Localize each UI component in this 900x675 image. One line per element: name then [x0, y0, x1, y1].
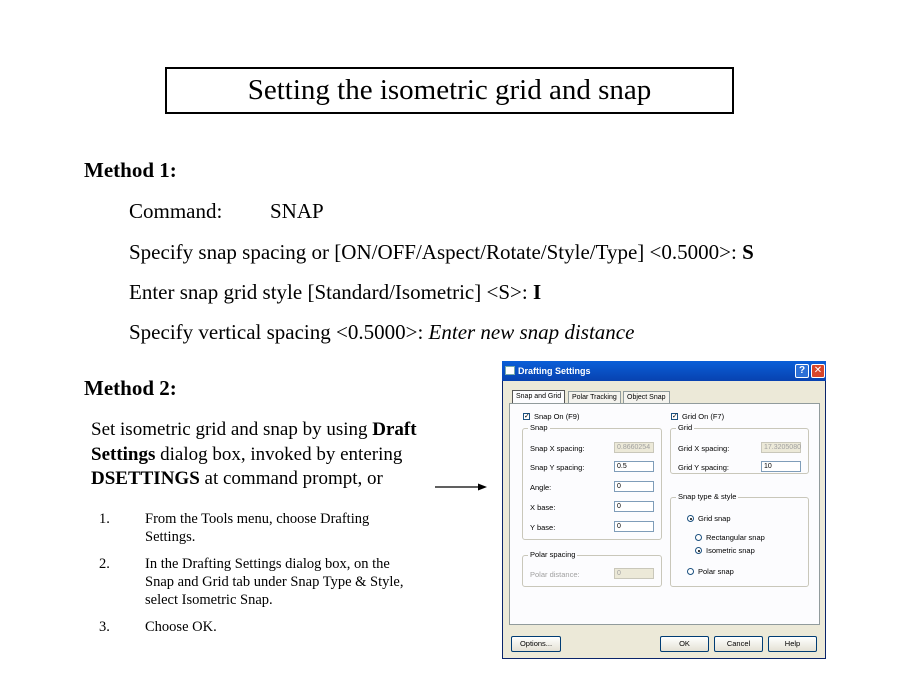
polar-distance-field[interactable]: 0	[614, 568, 654, 579]
dialog-app-icon	[505, 366, 515, 375]
angle-label: Angle:	[530, 483, 552, 492]
snap-spacing-text: Specify snap spacing or [ON/OFF/Aspect/Rotate/Style/Type] <0.5000>:	[129, 240, 743, 264]
snap-type-title: Snap type & style	[678, 492, 737, 501]
grid-group	[670, 423, 809, 474]
isometric-snap-label: Isometric snap	[706, 546, 755, 555]
grid-on-checkbox[interactable]: ✓	[672, 413, 678, 420]
snap-y-field[interactable]: 0.5	[614, 461, 654, 472]
polar-snap-radio[interactable]	[687, 568, 694, 575]
method2-heading: Method 2:	[84, 376, 177, 400]
close-icon[interactable]: ✕	[811, 364, 825, 378]
step-number: 3.	[99, 619, 110, 635]
x-base-label: X base:	[530, 503, 556, 512]
polar-spacing-group	[522, 550, 662, 587]
snap-on-checkbox[interactable]: ✓	[524, 413, 530, 420]
method1-heading: Method 1:	[84, 158, 177, 182]
grid-snap-radio[interactable]	[687, 515, 694, 522]
step-text: From the Tools menu, choose Drafting Settings.	[145, 511, 370, 545]
snap-group	[522, 423, 662, 540]
rectangular-snap-radio[interactable]	[695, 534, 702, 541]
polar-snap-label: Polar snap	[698, 567, 734, 576]
options-button[interactable]: Options...	[511, 636, 561, 652]
tab-snap-and-grid[interactable]: Snap and Grid	[512, 390, 565, 404]
angle-field[interactable]: 0	[614, 481, 654, 492]
para-text-2: dialog box, invoked by entering	[155, 443, 403, 465]
dialog-title: Drafting Settings	[518, 366, 591, 376]
grid-on-label: Grid On (F7)	[682, 412, 725, 421]
para-bold-dsettings: DSETTINGS	[91, 468, 200, 489]
grid-x-field[interactable]: 17.3205080	[761, 442, 801, 453]
tab-object-snap[interactable]: Object Snap	[623, 391, 670, 404]
para-bold-draft-settings: Draft Settings	[91, 419, 417, 465]
snap-style-text: Enter snap grid style [Standard/Isometric] <S>:	[129, 280, 533, 304]
cancel-button[interactable]: Cancel	[714, 636, 763, 652]
snap-style-answer: I	[532, 280, 542, 304]
help-button[interactable]: Help	[768, 636, 817, 652]
dialog-titlebar[interactable]	[502, 361, 826, 381]
grid-snap-label: Grid snap	[698, 514, 731, 523]
vertical-spacing-text: Specify vertical spacing <0.5000>:	[129, 320, 429, 344]
slide-title: Setting the isometric grid and snap	[165, 67, 734, 114]
grid-x-label: Grid X spacing:	[678, 444, 730, 453]
snap-y-label: Snap Y spacing:	[530, 463, 585, 472]
ok-button[interactable]: OK	[660, 636, 709, 652]
snap-x-field[interactable]: 0.8660254	[614, 442, 654, 453]
vertical-spacing-line	[129, 320, 634, 345]
drafting-settings-dialog	[502, 361, 826, 659]
polar-spacing-title: Polar spacing	[530, 550, 576, 559]
step-number: 2.	[99, 556, 110, 572]
snap-type-group	[670, 492, 809, 587]
snap-spacing-answer: S	[742, 240, 754, 264]
isometric-snap-radio[interactable]	[695, 547, 702, 554]
step-text: In the Drafting Settings dialog box, on the Snap and Grid tab under Snap Type & Style, select Isometric Snap.	[145, 556, 404, 608]
x-base-field[interactable]: 0	[614, 501, 654, 512]
snap-style-line	[129, 280, 541, 305]
grid-group-title: Grid	[678, 423, 693, 432]
method2-paragraph	[91, 418, 461, 492]
grid-y-label: Grid Y spacing:	[678, 463, 730, 472]
para-text-1: Set isometric grid and snap by using	[91, 419, 373, 440]
snap-group-title: Snap	[530, 423, 548, 432]
snap-and-grid-pane	[509, 403, 820, 625]
y-base-field[interactable]: 0	[614, 521, 654, 532]
command-value: SNAP	[270, 199, 324, 223]
rectangular-snap-label: Rectangular snap	[706, 533, 765, 542]
step-text: Choose OK.	[145, 619, 217, 635]
y-base-label: Y base:	[530, 523, 556, 532]
snap-on-label: Snap On (F9)	[534, 412, 580, 421]
command-line	[129, 199, 324, 224]
step-number: 1.	[99, 511, 110, 527]
para-text-3: at command prompt, or	[199, 468, 383, 489]
help-icon[interactable]: ?	[795, 364, 809, 378]
command-label: Command:	[129, 199, 223, 223]
tab-polar-tracking[interactable]: Polar Tracking	[568, 391, 621, 404]
snap-x-label: Snap X spacing:	[530, 444, 585, 453]
grid-y-field[interactable]: 10	[761, 461, 801, 472]
vertical-spacing-answer: Enter new snap distance	[428, 320, 635, 344]
pointer-arrow-icon	[435, 482, 487, 492]
polar-distance-label: Polar distance:	[530, 570, 580, 579]
snap-spacing-line	[129, 240, 754, 265]
